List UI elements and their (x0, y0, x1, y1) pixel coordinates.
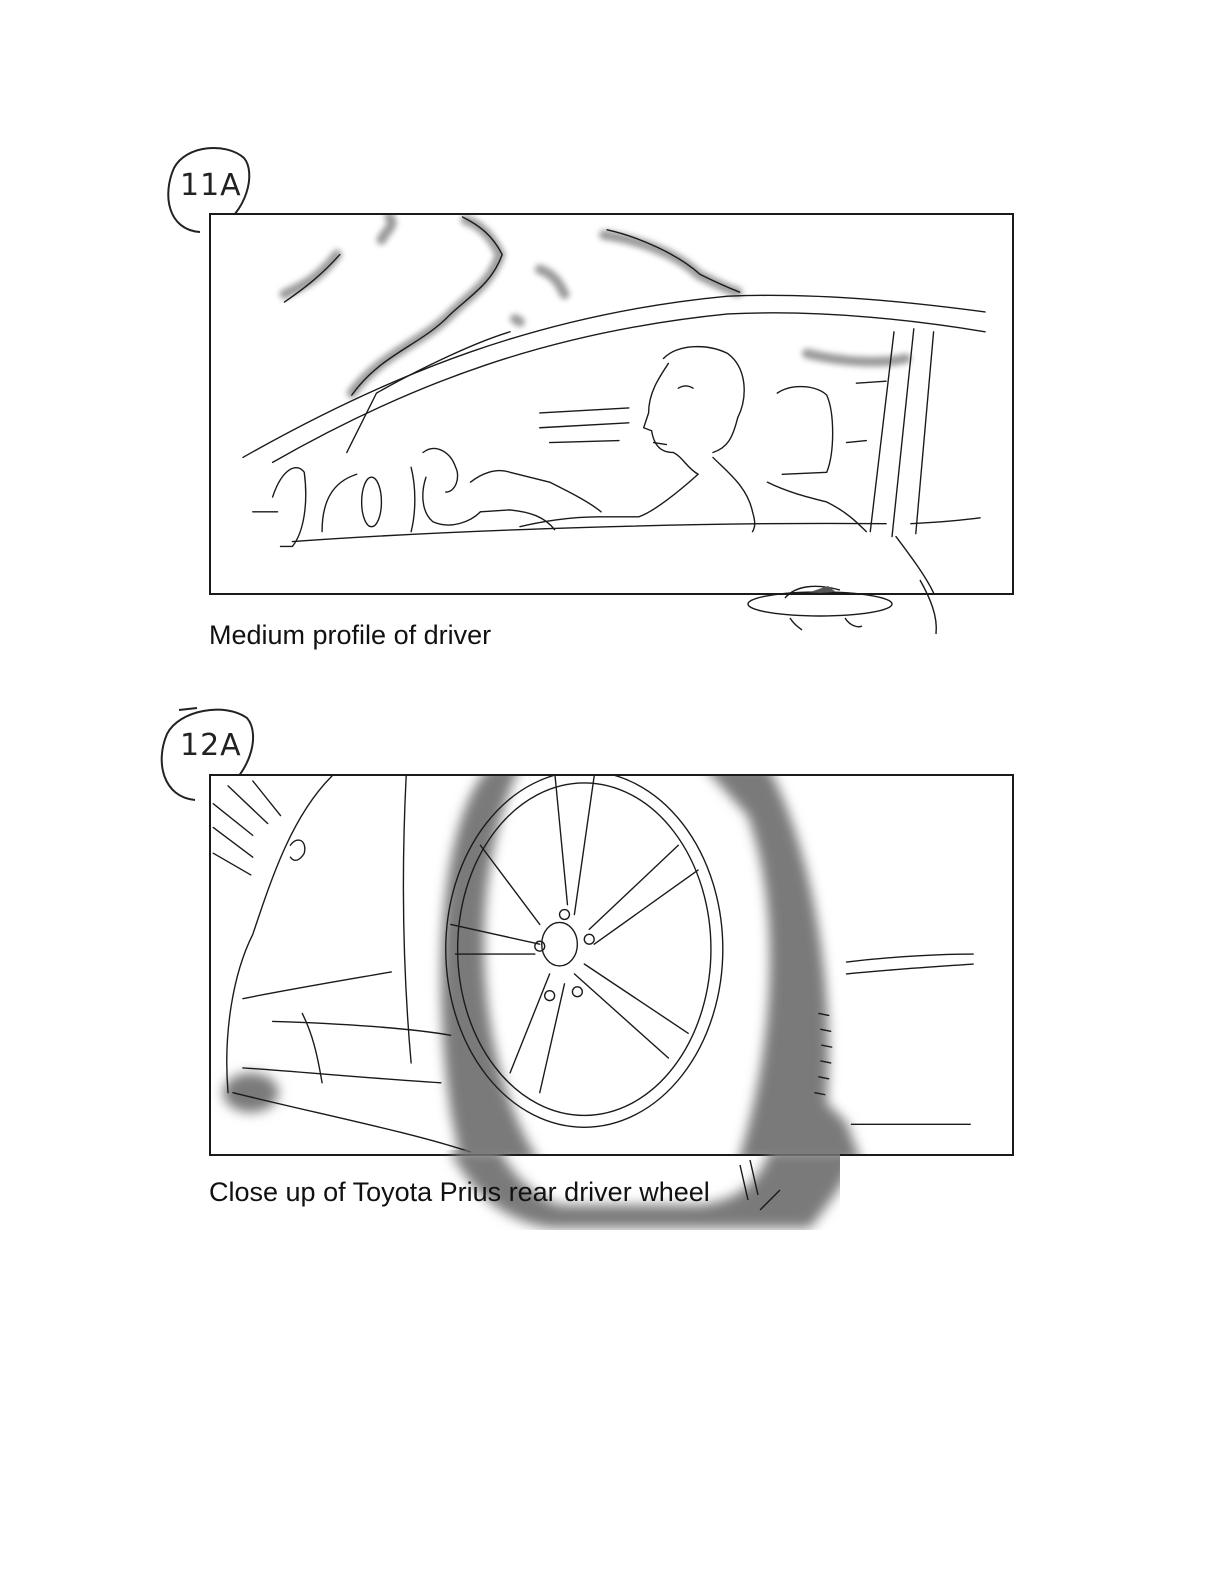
shot-description: Medium profile of driver (209, 620, 492, 650)
storyboard-frame-driver-profile (209, 213, 1014, 595)
shot-number-11a: 11A (180, 168, 242, 203)
storyboard-frame-rear-wheel (209, 774, 1014, 1156)
shot-description: Close up of Toyota Prius rear driver wheel (209, 1177, 710, 1207)
driver-profile-sketch (211, 215, 1012, 593)
shot-number-12a: 12A (180, 728, 242, 763)
door-handle-sketch (740, 578, 950, 638)
rear-wheel-sketch (211, 776, 1012, 1154)
